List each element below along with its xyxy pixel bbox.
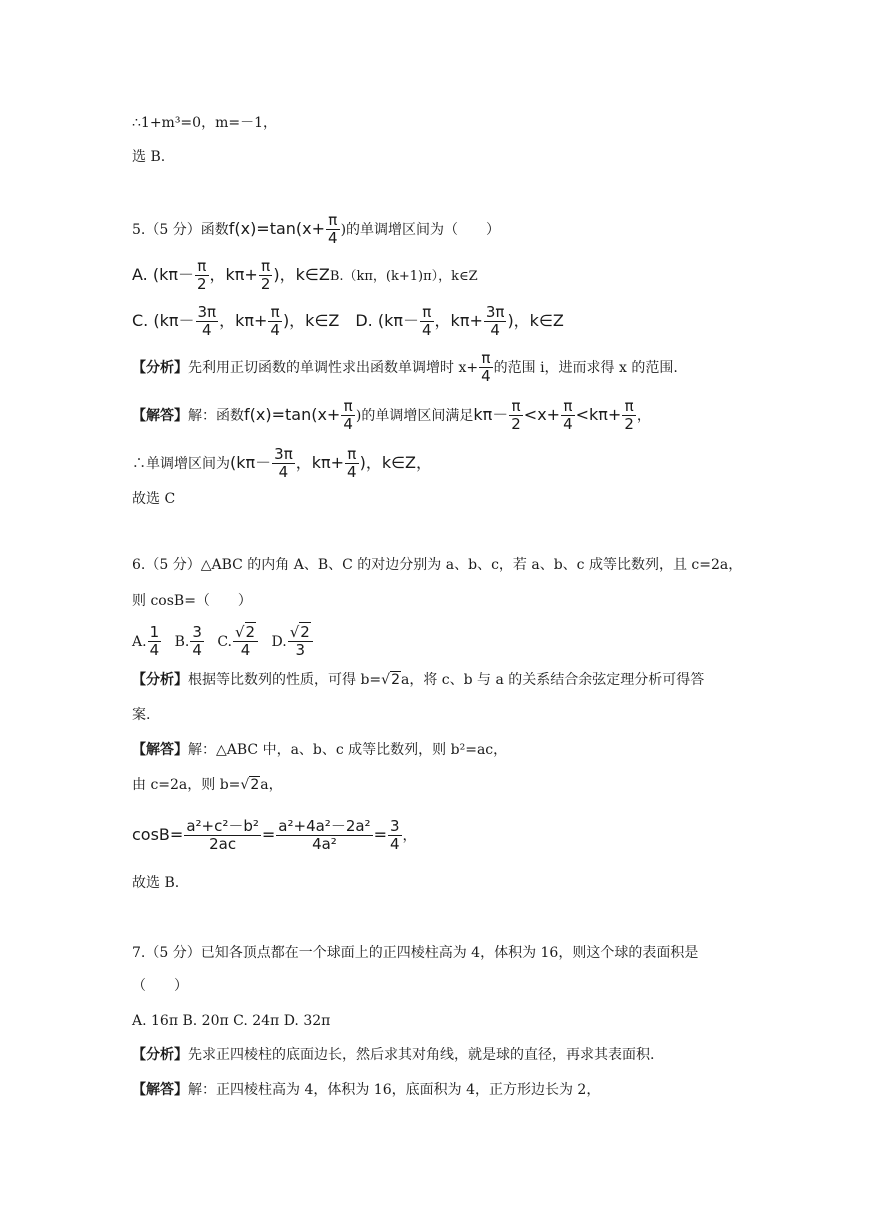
denominator: 4	[490, 321, 500, 340]
numerator: a²+4a²－2a²	[278, 817, 371, 835]
denominator: 4	[563, 415, 573, 434]
question-6-options	[132, 624, 314, 660]
denominator: 2	[196, 275, 207, 294]
question-7-analysis	[132, 1048, 654, 1062]
answer-math: )，k∈Z，	[359, 452, 433, 472]
answer-math: <x+	[523, 404, 561, 424]
option-a-post: )，k∈Z	[273, 264, 330, 284]
fraction	[388, 818, 402, 854]
answer-math: cosB=	[132, 824, 184, 844]
answer-text: ∴单调增区间为	[132, 455, 230, 472]
numerator: π	[345, 446, 359, 464]
answer-math: f(x)=tan(x+	[244, 404, 341, 424]
question-6-answer-4: 故选 B.	[132, 875, 180, 891]
text-line: 选 B.	[132, 149, 166, 165]
option-c: C. (kπ－	[132, 310, 195, 330]
question-6-stem-2: 则 cosB=（ ）	[132, 593, 252, 609]
answer-text: 由 c=2a，则 b=	[132, 777, 241, 793]
fraction	[420, 304, 434, 340]
question-5-analysis	[132, 350, 678, 386]
numerator: 3π	[485, 303, 505, 321]
option-d-post: )，k∈Z	[507, 310, 564, 330]
question-5-answer-2	[132, 446, 432, 482]
answer-text: 解：正四棱柱高为 4，体积为 16，底面积为 4，正方形边长为 2，	[188, 1082, 601, 1098]
fraction	[148, 624, 162, 660]
denominator: 4	[149, 641, 160, 660]
question-5-stem	[132, 212, 500, 248]
option-c: C.	[217, 633, 232, 650]
question-7-stem-1: 7.（5 分）已知各顶点都在一个球面上的正四棱柱高为 4，体积为 16，则这个球的表面积是	[132, 945, 699, 961]
question-5-answer-1	[132, 398, 651, 434]
analysis-text: 先利用正切函数的单调性求出函数单调增时 x+	[188, 359, 479, 376]
fraction	[276, 818, 372, 854]
option-d: D.	[271, 633, 287, 650]
analysis-text: a，将 c、b 与 a 的关系结合余弦定理分析可得答	[401, 672, 705, 688]
answer-math: ，kπ+	[295, 452, 345, 472]
denominator: 4	[192, 641, 202, 660]
fraction	[190, 624, 204, 660]
q5-head: 5.（5 分）函数	[132, 221, 229, 238]
sqrt: √2	[381, 672, 400, 688]
numerator: 1	[149, 623, 160, 641]
radicand: 2	[391, 672, 400, 688]
question-5-answer-3: 故选 C	[132, 491, 176, 507]
numerator: 3	[192, 623, 202, 641]
text-line: ∴1+m³=0，m=－1，	[132, 115, 277, 131]
numerator	[288, 624, 313, 642]
sqrt: √2	[240, 777, 260, 793]
numerator: π	[509, 398, 523, 416]
option-a-mid: ，kπ+	[209, 264, 258, 284]
option-b: B.	[174, 633, 190, 650]
question-7-answer	[132, 1083, 600, 1097]
answer-text: 解：函数	[188, 407, 244, 424]
fraction	[341, 398, 355, 434]
option-a: A.	[132, 633, 147, 650]
fraction	[345, 446, 359, 482]
denominator: 4	[328, 229, 338, 248]
q5-tail: )的单调增区间为（ ）	[340, 221, 501, 238]
radicand: 2	[245, 623, 256, 641]
fraction	[233, 624, 258, 660]
answer-math: kπ－	[473, 404, 509, 424]
fraction	[259, 258, 273, 294]
analysis-tag: 【分析】	[132, 359, 188, 376]
analysis-text: 根据等比数列的性质，可得 b=	[188, 672, 382, 688]
numerator: π	[341, 398, 355, 416]
denominator: 4	[347, 463, 357, 482]
question-6-answer-1	[132, 743, 507, 757]
question-5-options-ab	[132, 258, 478, 294]
option-c-post: )，k∈Z	[282, 310, 340, 330]
answer-math: =	[261, 824, 276, 844]
answer-math: =	[373, 824, 387, 844]
question-6-answer-3	[132, 818, 417, 854]
fraction	[484, 304, 507, 340]
fraction	[184, 818, 261, 854]
option-b: B.（kπ，(k+1)π），k∈Z	[329, 268, 478, 284]
radicand: 2	[300, 623, 310, 641]
numerator: 3π	[274, 445, 293, 463]
numerator: π	[561, 398, 575, 416]
answer-tag: 【解答】	[132, 742, 188, 758]
numerator: π	[326, 212, 340, 230]
answer-text: a，	[260, 777, 283, 793]
denominator: 4	[343, 415, 353, 434]
analysis-tag: 【分析】	[132, 1047, 188, 1063]
question-7-stem-2: （ ）	[132, 978, 188, 994]
fraction	[622, 398, 636, 434]
sqrt: √2	[289, 623, 310, 641]
denominator: 4	[389, 835, 400, 854]
fraction	[479, 350, 493, 386]
fraction	[509, 398, 523, 434]
denominator: 2ac	[209, 835, 237, 854]
question-6-stem-1: 6.（5 分）△ABC 的内角 A、B、C 的对边分别为 a、b、c，若 a、b、c 成等比数列，且 c=2a，	[132, 557, 743, 573]
question-6-analysis-2: 案.	[132, 707, 151, 723]
numerator	[233, 624, 258, 642]
analysis-text: 的范围 i，进而求得 x 的范围.	[493, 359, 678, 376]
fraction	[195, 258, 209, 294]
denominator: 4	[422, 321, 432, 340]
question-6-analysis-1	[132, 673, 704, 687]
option-c-mid: ，kπ+	[219, 310, 268, 330]
question-7-options: A. 16π B. 20π C. 24π D. 32π	[132, 1013, 331, 1029]
denominator: 4	[240, 641, 251, 660]
answer-text: ，	[636, 407, 651, 424]
fraction	[288, 624, 313, 660]
numerator: π	[268, 304, 282, 322]
numerator: π	[622, 398, 636, 416]
fraction	[272, 446, 295, 482]
answer-text: ，	[402, 827, 417, 844]
numerator: π	[479, 350, 493, 368]
fraction	[268, 304, 282, 340]
numerator: π	[259, 258, 273, 276]
option-d-mid: ，kπ+	[434, 310, 483, 330]
answer-tag: 【解答】	[132, 407, 188, 424]
option-d: D. (kπ－	[355, 310, 419, 330]
numerator: a²+c²－b²	[186, 817, 259, 835]
denominator: 2	[624, 415, 634, 434]
numerator: π	[420, 304, 434, 322]
fraction	[326, 212, 340, 248]
sqrt: √2	[234, 623, 256, 641]
analysis-text: 先求正四棱柱的底面边长，然后求其对角线，就是球的直径，再求其表面积.	[188, 1047, 655, 1063]
denominator: 4a²	[312, 835, 337, 854]
answer-math: <kπ+	[575, 404, 622, 424]
answer-text: 解：△ABC 中，a、b、c 成等比数列，则 b²=ac，	[188, 742, 508, 758]
denominator: 4	[202, 321, 212, 340]
analysis-tag: 【分析】	[132, 672, 188, 688]
denominator: 4	[481, 367, 491, 386]
numerator: 3π	[197, 303, 217, 321]
question-5-options-cd	[132, 304, 564, 340]
numerator: 3	[389, 817, 400, 835]
q5-func: f(x)=tan(x+	[228, 218, 326, 238]
fraction	[561, 398, 575, 434]
numerator: π	[195, 258, 209, 276]
fraction	[196, 304, 219, 340]
denominator: 4	[278, 463, 289, 482]
option-a: A. (kπ－	[132, 264, 194, 284]
radicand: 2	[250, 777, 260, 793]
answer-text: )的单调增区间满足	[355, 407, 474, 424]
answer-tag: 【解答】	[132, 1082, 188, 1098]
denominator: 4	[270, 321, 280, 340]
denominator: 2	[511, 415, 521, 434]
denominator: 2	[260, 275, 271, 294]
question-6-answer-2	[132, 778, 283, 792]
denominator: 3	[295, 641, 306, 660]
answer-math: (kπ－	[230, 452, 272, 472]
